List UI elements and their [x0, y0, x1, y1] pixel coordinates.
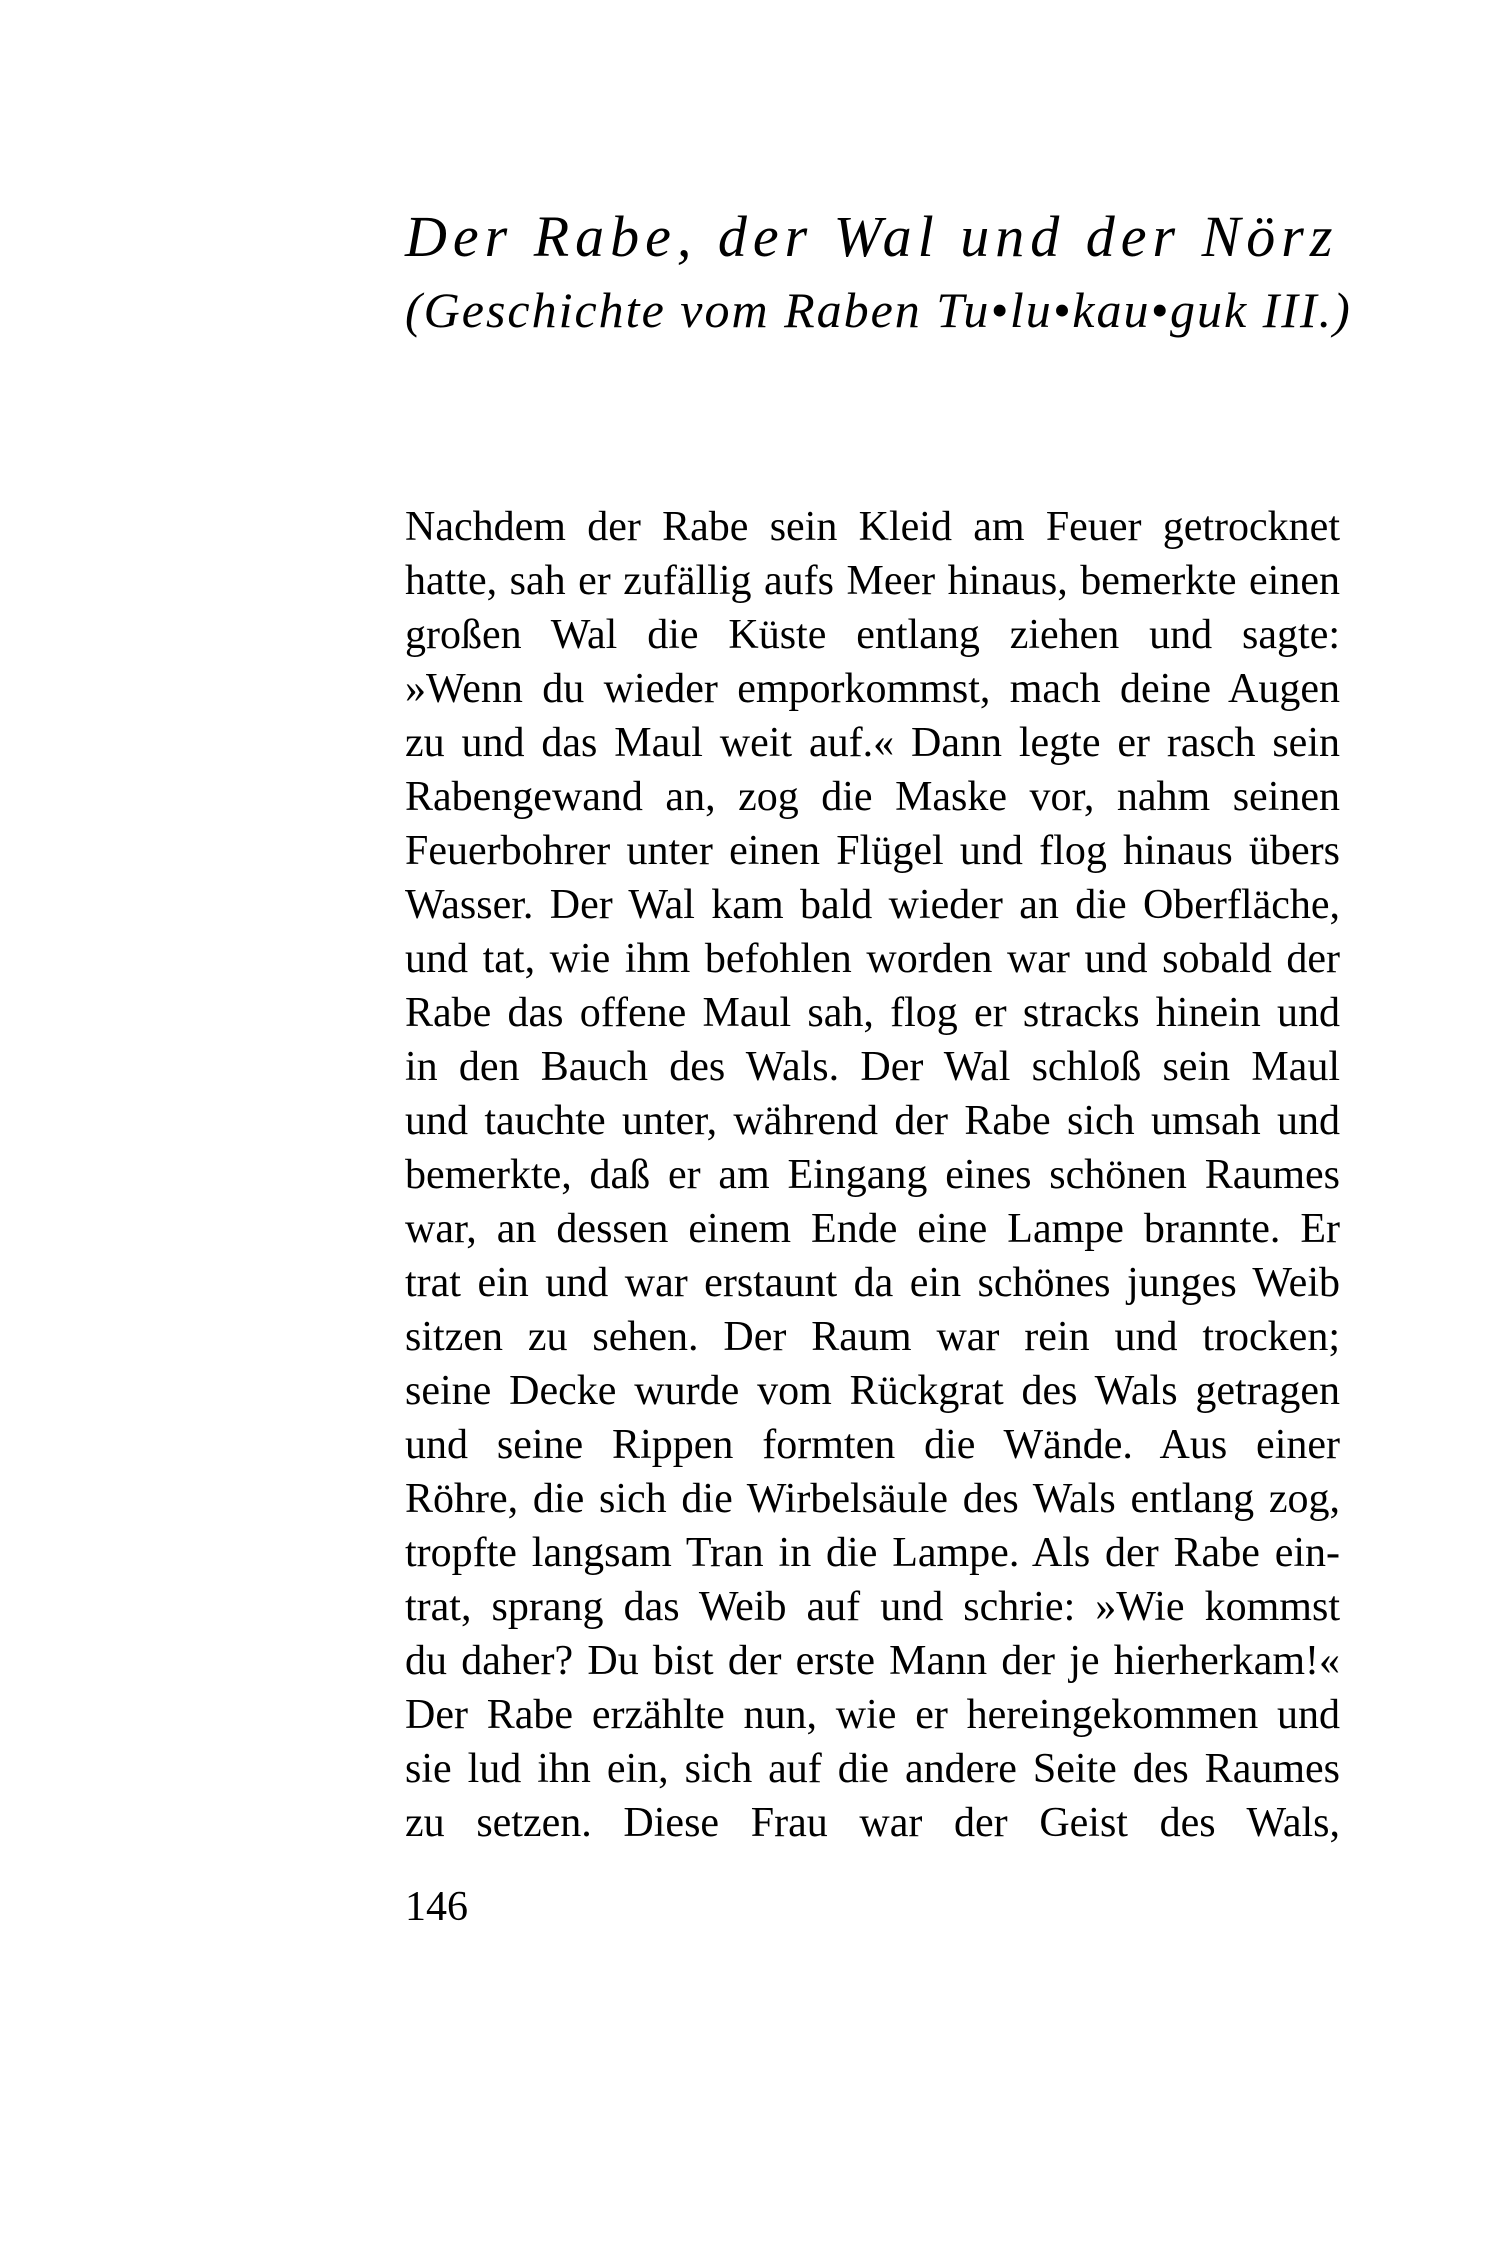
text-line: in den Bauch des Wals. Der Wal schloß sein Maul — [405, 1044, 1340, 1090]
text-line: Wasser. Der Wal kam bald wieder an die Oberfläche, — [405, 882, 1340, 928]
text-line: zu und das Maul weit auf.« Dann legte er rasch sein — [405, 720, 1340, 766]
text-line: großen Wal die Küste entlang ziehen und sagte: — [405, 612, 1340, 658]
chapter-title: Der Rabe, der Wal und der Nörz — [405, 204, 1339, 269]
text-line: Feuerbohrer unter einen Flügel und flog hinaus übers — [405, 828, 1340, 874]
text-line: und seine Rippen formten die Wände. Aus einer — [405, 1422, 1340, 1468]
text-line: du daher? Du bist der erste Mann der je hierherkam!« — [405, 1638, 1340, 1684]
text-line: hatte, sah er zufällig aufs Meer hinaus, bemerkte einen — [405, 558, 1340, 604]
text-line: und tauchte unter, während der Rabe sich umsah und — [405, 1098, 1340, 1144]
text-line: sitzen zu sehen. Der Raum war rein und trocken; — [405, 1314, 1340, 1360]
page-number: 146 — [405, 1884, 468, 1930]
text-line: bemerkte, daß er am Eingang eines schönen Raumes — [405, 1152, 1340, 1198]
text-line: sie lud ihn ein, sich auf die andere Seite des Raumes — [405, 1746, 1340, 1792]
text-line: zu setzen. Diese Frau war der Geist des Wals, — [405, 1800, 1340, 1846]
text-line: war, an dessen einem Ende eine Lampe brannte. Er — [405, 1206, 1340, 1252]
chapter-subtitle: (Geschichte vom Raben Tu•lu•kau•guk III.) — [405, 282, 1352, 338]
text-line: und tat, wie ihm befohlen worden war und sobald der — [405, 936, 1340, 982]
text-line: tropfte langsam Tran in die Lampe. Als der Rabe ein- — [405, 1530, 1340, 1576]
text-line: »Wenn du wieder emporkommst, mach deine Augen — [405, 666, 1340, 712]
text-line: Röhre, die sich die Wirbelsäule des Wals entlang zog, — [405, 1476, 1340, 1522]
text-line: trat, sprang das Weib auf und schrie: »Wie kommst — [405, 1584, 1340, 1630]
text-line: Rabe das offene Maul sah, flog er stracks hinein und — [405, 990, 1340, 1036]
text-line: Rabengewand an, zog die Maske vor, nahm seinen — [405, 774, 1340, 820]
text-line: Der Rabe erzählte nun, wie er hereingekommen und — [405, 1692, 1340, 1738]
text-line: Nachdem der Rabe sein Kleid am Feuer getrocknet — [405, 504, 1340, 550]
text-line: trat ein und war erstaunt da ein schönes junges Weib — [405, 1260, 1340, 1306]
text-line: seine Decke wurde vom Rückgrat des Wals getragen — [405, 1368, 1340, 1414]
body-text — [405, 500, 1340, 1850]
